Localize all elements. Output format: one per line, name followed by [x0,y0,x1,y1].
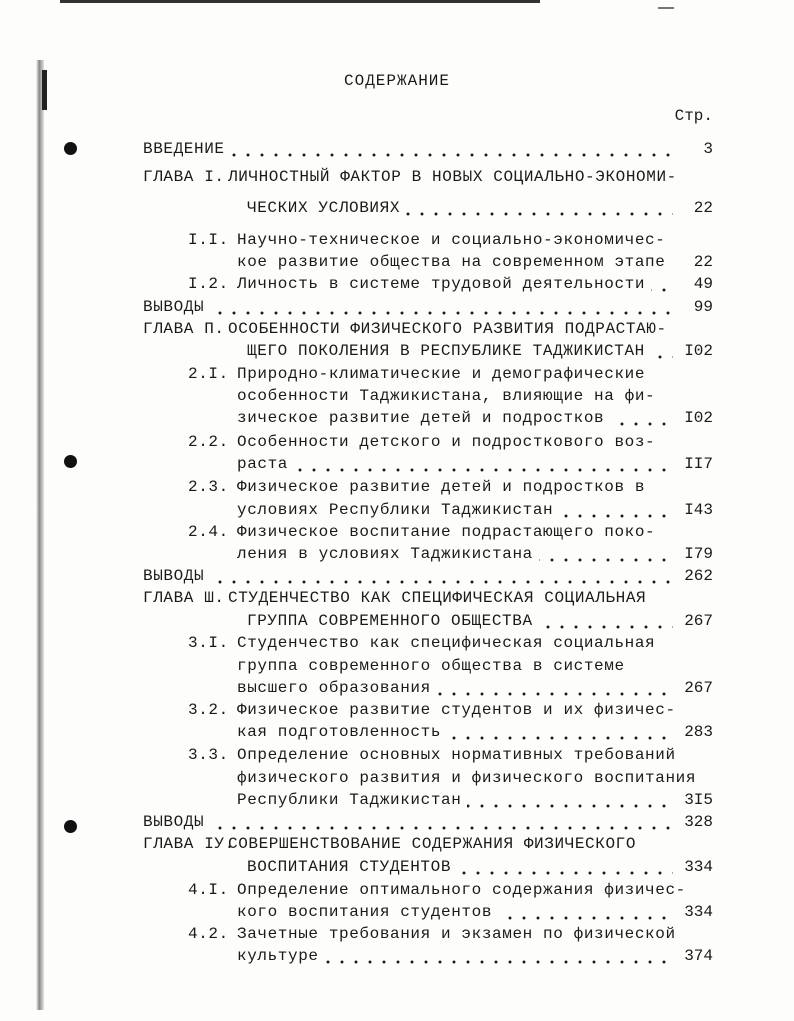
entry-title: ления в условиях Таджикистана [237,545,539,563]
section-number: 2.2. [188,433,229,451]
toc-row [0,318,794,340]
toc-row [0,431,794,453]
dot-leader [237,453,673,475]
entry-title: Особенности детского и подросткового воз- [237,433,656,451]
section-number: 2.3. [188,478,229,496]
page-number: 283 [678,721,713,743]
toc-row [0,767,794,789]
dot-leader [237,251,673,273]
chapter-number: ГЛАВА I. [143,168,225,186]
entry-title: культуре [237,947,325,965]
entry-title: ЧЕСКИХ УСЛОВИЯХ [247,199,406,217]
toc-row [0,407,794,429]
entry-title: Природно-климатические и демографические [237,365,646,383]
entry-title: ОСОБЕННОСТИ ФИЗИЧЕСКОГО РАЗВИТИЯ ПОДРАСТАЮ- [228,320,667,338]
entry-title: Республики Таджикистан [237,791,467,809]
entry-title: СТУДЕНЧЕСТВО КАК СПЕЦИФИЧЕСКАЯ СОЦИАЛЬНАЯ [228,589,647,607]
page-number: 3 [697,138,713,160]
toc-row [0,945,794,967]
dot-leader [143,138,673,160]
chapter-number: ГЛАВА IУ. [143,835,235,853]
entry-title: Физическое воспитание подрастающего поко- [237,523,656,541]
dot-leader [247,340,673,362]
entry-title: кое развитие общества на современном этапе [237,253,671,271]
entry-title: ВЫВОДЫ [143,813,210,831]
toc-row [0,565,794,587]
entry-title: Личность в системе трудовой деятельности [237,275,651,293]
toc-row [0,229,794,251]
entry-title: особенности Таджикистана, влияющие на фи- [237,387,656,405]
toc-row [0,744,794,766]
toc-row [0,521,794,543]
page-number: I43 [678,499,713,521]
toc-row [0,296,794,318]
section-number: 4.2. [188,925,229,943]
toc-row [0,273,794,295]
page-column-label: Стр. [674,107,713,125]
toc-row [0,655,794,677]
dot-leader [237,499,673,521]
entry-title: СОВЕРШЕНСТВОВАНИЕ СОДЕРЖАНИЯ ФИЗИЧЕСКОГО [228,835,637,853]
section-number: 2.4. [188,523,229,541]
toc-row [0,197,794,219]
entry-title: Физическое развитие студентов и их физичес- [237,701,676,719]
toc-row [0,923,794,945]
toc-row [0,789,794,811]
toc-row [0,543,794,565]
section-number: 3.I. [188,634,229,652]
entry-title: Научно-техническое и социально-экономичес- [237,231,666,249]
entry-title: Физическое развитие детей и подростков в [237,478,646,496]
toc-row [0,811,794,833]
section-number: I.I. [188,231,229,249]
page-number: 49 [688,273,713,295]
section-number: 4.I. [188,881,229,899]
page-number: 99 [688,296,713,318]
dot-leader [237,721,673,743]
dot-leader [237,677,673,699]
entry-title: зическое развитие детей и подростков [237,409,610,427]
chapter-number: ГЛАВА Ш. [143,589,225,607]
entry-title: Зачетные требования и экзамен по физической [237,925,676,943]
entry-title: ЩЕГО ПОКОЛЕНИЯ В РЕСПУБЛИКЕ ТАДЖИКИСТАН [247,342,651,360]
page-number: I02 [678,407,713,429]
entry-title: кая подготовленность [237,723,447,741]
entry-title: Студенчество как специфическая социальная [237,634,656,652]
page-number: 374 [678,945,713,967]
dot-leader [237,407,673,429]
entry-title: ВЫВОДЫ [143,567,210,585]
page-number: II7 [678,453,713,475]
entry-title: кого воспитания студентов [237,903,498,921]
toc-row [0,856,794,878]
entry-title: ВОСПИТАНИЯ СТУДЕНТОВ [247,858,457,876]
scan-mark [658,7,674,9]
dot-leader [237,945,673,967]
dot-leader [247,856,673,878]
page-number: 22 [688,197,713,219]
page-number: 334 [678,856,713,878]
section-number: I.2. [188,275,229,293]
dot-leader [143,565,673,587]
toc-row [0,699,794,721]
entry-title: высшего образования [237,679,437,697]
page-number: 3I5 [678,789,713,811]
page-number: 262 [678,565,713,587]
toc-row [0,721,794,743]
dot-leader [143,296,673,318]
toc-row [0,901,794,923]
section-number: 3.3. [188,746,229,764]
entry-title: ГРУППА СОВРЕМЕННОГО ОБЩЕСТВА [247,612,539,630]
toc-row [0,385,794,407]
dot-leader [247,197,673,219]
chapter-number: ГЛАВА П. [143,320,225,338]
toc-row [0,632,794,654]
scan-top-edge-line [60,0,540,3]
toc-row [0,879,794,901]
page-number: 328 [678,811,713,833]
entry-title: раста [237,455,294,473]
toc-row [0,138,794,160]
dot-leader [237,789,673,811]
entry-title: ВВЕДЕНИЕ [143,140,231,158]
toc-row [0,499,794,521]
entry-title: ВЫВОДЫ [143,298,210,316]
page-number: I79 [678,543,713,565]
page-number: 22 [688,251,713,273]
toc-row [0,476,794,498]
toc-row [0,587,794,609]
page-number: I02 [678,340,713,362]
toc-row [0,363,794,385]
section-number: 2.I. [188,365,229,383]
entry-title: Определение основных нормативных требований [237,746,676,764]
page-number: 267 [678,610,713,632]
dot-leader [237,901,673,923]
toc-row [0,833,794,855]
toc-row [0,340,794,362]
entry-title: условиях Республики Таджикистан [237,501,559,519]
dot-leader [143,811,673,833]
section-number: 3.2. [188,701,229,719]
toc-row [0,677,794,699]
toc-row [0,453,794,475]
page-title: СОДЕРЖАНИЕ [343,72,450,90]
dot-leader [237,543,673,565]
toc-row [0,166,794,188]
toc-row [0,610,794,632]
entry-title: Определение оптимального содержания физичес- [237,881,686,899]
page-number: 267 [678,677,713,699]
dot-leader [237,273,673,295]
entry-title: ЛИЧНОСТНЫЙ ФАКТОР В НОВЫХ СОЦИАЛЬНО-ЭКОНОМИ- [228,168,677,186]
entry-title: физического развития и физического воспитания [237,769,697,787]
entry-title: группа современного общества в системе [237,657,625,675]
dot-leader [247,610,673,632]
toc-row [0,251,794,273]
page-number: 334 [678,901,713,923]
